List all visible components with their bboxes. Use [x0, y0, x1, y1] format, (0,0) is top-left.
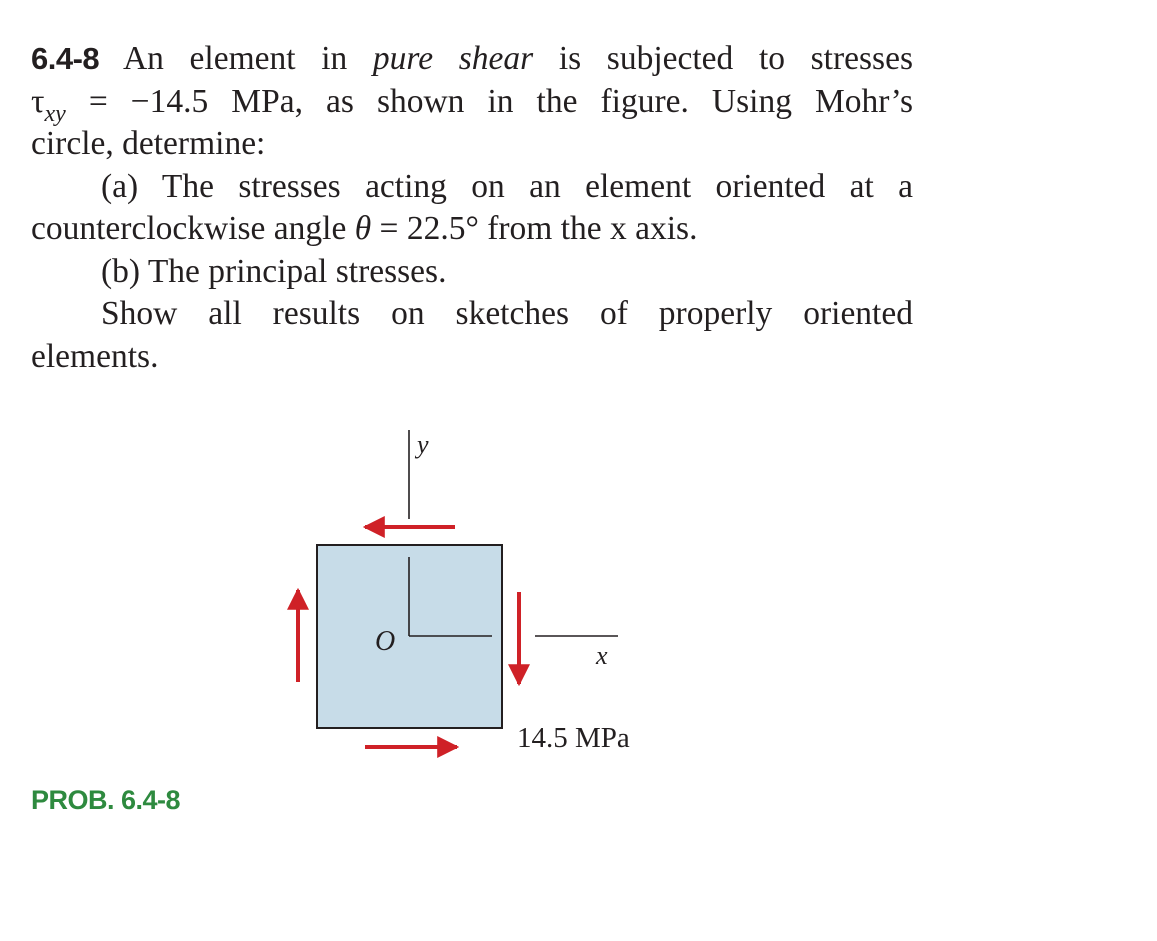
x-axis-label: x — [596, 641, 608, 670]
origin-label: O — [375, 626, 396, 657]
show-line-2: elements. — [31, 337, 159, 375]
y-axis-label: y — [417, 430, 429, 459]
problem-number: 6.4-8 — [31, 41, 100, 76]
line1-emphasis: pure shear — [372, 40, 534, 77]
line2-rest: = −14.5 MPa, as shown in the figure. Using Mohr’s — [88, 82, 914, 120]
tau-subscript: xy — [44, 100, 66, 127]
show-line-1: Show all results on sketches of properly oriented — [101, 295, 913, 332]
line1-rest: is subjected to stresses — [558, 40, 913, 77]
part-a-line2-end: = 22.5° from the x axis. — [379, 210, 698, 247]
part-b: (b) The principal stresses. — [101, 252, 447, 290]
theta-symbol: θ — [354, 210, 372, 247]
problem-line-3: circle, determine: — [31, 125, 266, 162]
tau-symbol: τ — [31, 82, 45, 120]
part-a-line-1: (a) The stresses acting on an element oriented at a — [101, 167, 913, 205]
stress-value-label: 14.5 MPa — [517, 722, 630, 754]
line1-intro: An element in — [122, 40, 348, 77]
part-a-line2-start: counterclockwise angle — [31, 210, 347, 247]
problem-caption: PROB. 6.4-8 — [31, 785, 181, 815]
